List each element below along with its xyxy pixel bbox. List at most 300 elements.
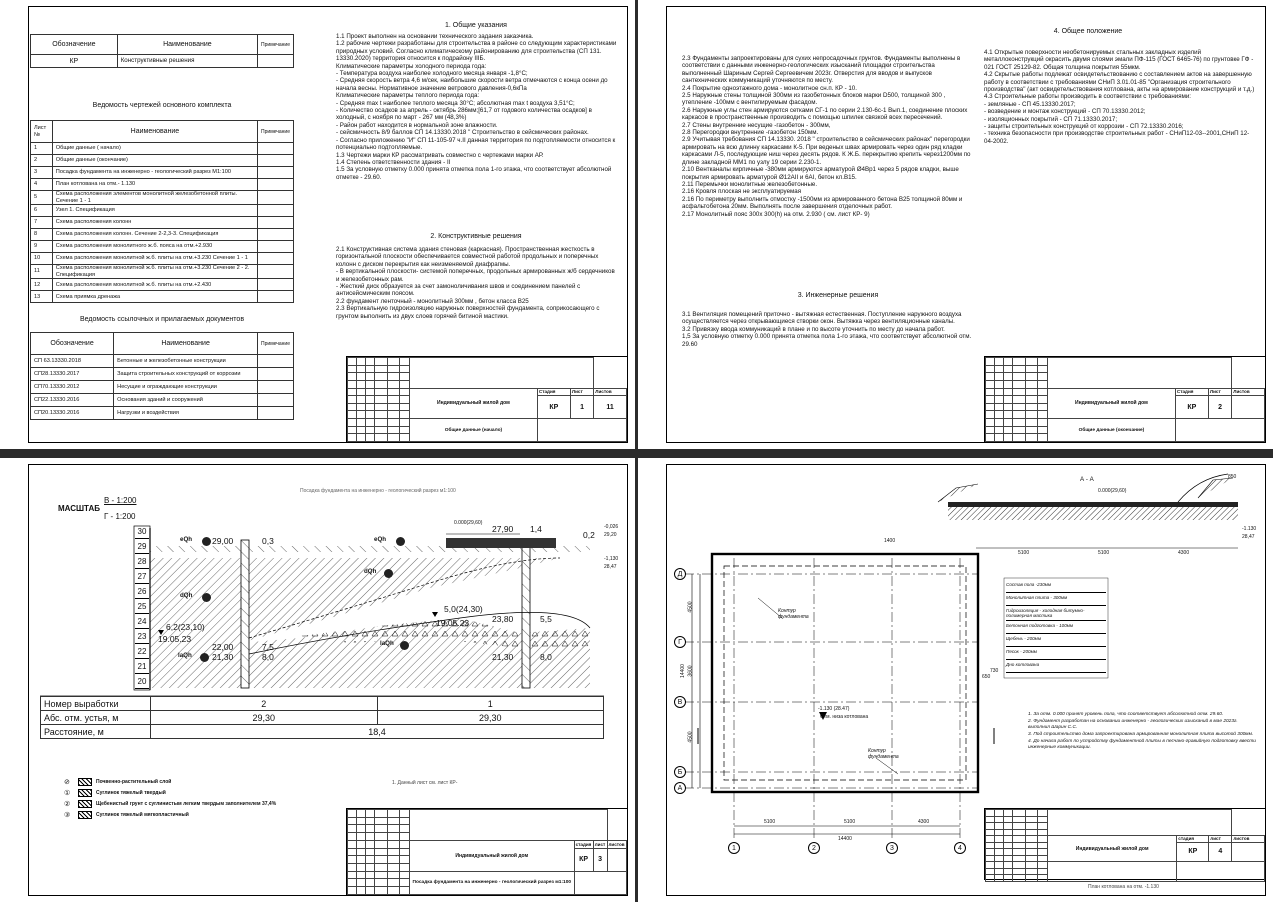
elev-label: 7,5 <box>262 642 274 652</box>
elevation-center: -1.130 (28.47) <box>818 706 850 712</box>
drawing-name: Схема расположения монолитной ж.б. плиты на отм.+2.430 <box>52 279 257 291</box>
layer-marker-icon <box>396 537 405 546</box>
axis-marker: А <box>674 782 686 794</box>
elev-label: 29,20 <box>604 532 617 538</box>
title-block-grid <box>347 357 627 442</box>
paragraph: 2.3 Вертикальную гидроизоляцию наружных поверхностей фундамента, соприкосающего с грунтом выполнить из двух слоев горячей битиной мастики. <box>336 305 600 320</box>
drawing-number: 3 <box>31 167 53 179</box>
drawing-note <box>258 205 294 217</box>
title-block-sheet-name: Общие данные (окончание) <box>1048 419 1176 442</box>
dim-bottom: 5100 <box>844 819 856 825</box>
general-title: 1. Общие указания <box>445 22 507 29</box>
dim-left-total: 14400 <box>679 664 686 678</box>
title-block-stage-header: Стадия <box>1175 388 1208 396</box>
layer-label: dQh <box>364 568 377 575</box>
small-dim: 1400 <box>884 538 896 544</box>
paragraph: 1.4 Степень ответственности здания - II <box>336 158 451 166</box>
drawing-number: 4 <box>31 179 53 191</box>
spec-header-name: Наименование <box>117 35 257 55</box>
paragraph: 1.1 Проект выполнен на основании технического задания заказчика. <box>336 33 534 40</box>
drawing-name: Схема приямка дренажа <box>52 291 257 303</box>
foundation-text <box>682 55 974 218</box>
elev-label: 19.05.23 <box>436 618 470 628</box>
paragraph: 3.2 Привязку ввода коммуникаций в плане и по высоте уточнить по месту до начала работ. <box>682 325 945 333</box>
paragraph: Климатические параметры холодного периода года: <box>336 62 487 70</box>
title-block-sheets-header: листов <box>1232 836 1265 843</box>
dim-top: 5100 <box>1098 550 1110 556</box>
drawing-note <box>258 179 294 191</box>
ruler-tick-label: 20 <box>135 674 149 689</box>
layer-marker-icon <box>400 641 409 650</box>
elev-label: 0,3 <box>262 536 274 546</box>
table-row <box>41 697 604 711</box>
table-row <box>31 355 294 368</box>
plan-note: 2. Фундамент разработан на основании инженерно - геологических изысканий в мае 2023г. выполнил Шарин С.С. <box>1028 719 1238 730</box>
paragraph: 2.6 Наружные углы стен армируются сетками СГ-1 по серии 2.130-6с-1 Вып.1, соединение плоских каркасов в пространственные производить с помощью шпилек связкой всех пересечений. <box>682 106 968 122</box>
ruler-tick-label: 25 <box>135 599 149 614</box>
drawing-name: Схема расположения монолитной ж.б. плиты на отм.+3.230 Сечение 1 - 1 <box>52 253 257 265</box>
ref-name: Защита строительных конструкций от коррозии <box>114 368 258 381</box>
paragraph: 2.1 Конструктивная система здания стеновая (каркасная). Пространственная жесткость в горизонтальной плоскости обеспечивается совместной работой продольных и поперечных колонн с диском перекрытия как неизменяемой диафрагмы. <box>336 246 599 268</box>
title-block <box>984 356 1266 443</box>
paragraph: - возведение и монтаж конструкций - СП 70.13330.2012; <box>984 108 1146 116</box>
layer-marker-icon <box>202 593 211 602</box>
paragraph: 2.9 Учитывая требования СП 14.13330. 2018 " строительство в сейсмических районах" перегородки армировать на всю длинну каркасами К-5. При веденых швах армировать через один ряд кладки каркасами Л-5, последующие ниш через десять рядов. К Ж.Б. перекрытию крепить через1200мм по длине закладной ММ1 по узлу 19 серии 2.230-1. <box>682 136 971 166</box>
axis-marker: 1 <box>728 842 740 854</box>
ref-name: Бетонные и железобетонные конструкции <box>114 355 258 368</box>
layer-item: Дно котлована <box>1006 660 1106 673</box>
elev-label: 23,80 <box>492 614 514 624</box>
table-row <box>31 279 294 291</box>
legend-text: Суглинок тяжелый мягкопластичный <box>96 811 189 818</box>
drawing-note <box>258 265 294 279</box>
ref-name: Нагрузки и воздействия <box>114 407 258 420</box>
drawing-number: 10 <box>31 253 53 265</box>
title-block-sheets <box>1232 396 1265 419</box>
ruler-tick-label: 30 <box>135 524 149 539</box>
layer-marker-icon <box>202 537 211 546</box>
table-row <box>31 407 294 420</box>
paragraph: 2.2 фундамент ленточный - монолитный 300мм , бетон класса В25 <box>336 297 529 305</box>
dim-left: 4500 <box>687 601 694 613</box>
paragraph: - Район работ находится в нормальной зоне влажности. <box>336 121 498 129</box>
paragraph: 2.17 Монолитный пояс 300x 300(h) на отм. 2.930 ( см. лист КР- 9) <box>682 210 870 218</box>
drawings-header-name: Наименование <box>52 121 257 143</box>
paragraph: - В вертикальной плоскости- системой поперечных, продольных армированных ж/б сердечников и железобетонных рам. <box>336 268 615 283</box>
legend-item <box>64 787 364 798</box>
title-block-sheet-name <box>1048 862 1177 882</box>
paragraph: - защиты строительных конструкций от коррозии - СП 72.13330.2016; <box>984 123 1184 131</box>
title-block-sheets-header: Листов <box>594 388 627 396</box>
ref-code: СП28.13330.2017 <box>31 368 114 381</box>
paragraph: - изоляционных покрытий - СП 71.13330.2017; <box>984 115 1118 123</box>
paragraph: 2.5 Наружные стены толщиной 300мм из газобетонных блоков марки D500, толщиной 300 , утепление -100мм с вентилируемым фасадом. <box>682 92 946 107</box>
paragraph: 2.11 Перемычки монолитные железобетонные. <box>682 180 818 188</box>
elev-label: 21,30 <box>212 652 234 662</box>
drawing-name: Схема расположения монолитной ж.б. плиты на отм.+3.230 Сечение 2 - 2. Спецификация <box>52 265 257 279</box>
axis-marker: Г <box>674 636 686 648</box>
spec-header-note: Примечание <box>258 35 294 55</box>
ref-code: СП70.13330.2012 <box>31 381 114 394</box>
drawing-name: Общие данные (окончание) <box>52 155 257 167</box>
bore-label: Расстояние, м <box>41 725 151 739</box>
table-row <box>41 725 604 739</box>
layer-item: Состав пола -230мм <box>1006 580 1106 593</box>
elev-label: 0,2 <box>583 530 595 540</box>
paragraph: - Жесткий диск образуется за счет замоноличивания швов и соединением панелей с антисейсмическим поясом. <box>336 283 581 298</box>
elev-label: 21,30 <box>492 652 514 662</box>
table-row <box>31 143 294 155</box>
legend-number: ③ <box>64 811 71 819</box>
legend-swatch-icon <box>78 778 92 786</box>
paragraph: 1.3 Чертежи марки КР рассматривать совместно с чертежами марки АР. <box>336 151 544 159</box>
layer-marker-icon <box>384 569 393 578</box>
drawing-name: Схема расположения колонн <box>52 217 257 229</box>
contour-label: Контур фундамента <box>868 748 899 760</box>
paragraph: 2.7 Стены внутренние несущие -газобетон - 300мм, <box>682 121 831 129</box>
plan-notes <box>1028 712 1256 752</box>
scale-label: МАСШТАБ <box>58 504 100 513</box>
engineering-title: 3. Инженерные решения <box>797 292 879 299</box>
plan-note: 4. До начала работ по устройству фундаментной плиты в песчано-гравийную подготовку ввести инженерные коммуникации. <box>1028 739 1256 750</box>
soil-legend <box>64 776 364 820</box>
ruler-tick-label: 28 <box>135 554 149 569</box>
paragraph: 2.10 Вентканалы кирпичные -380мм армируются арматурой Ø4Вр1 через 5 рядов кладки, выше покрытия армировать арматурой Ø12АII и 6АI, бетон кл.В15. <box>682 166 959 181</box>
drawings-header-n: Лист № <box>31 121 53 143</box>
dim-top: 5100 <box>1018 550 1030 556</box>
ref-note <box>258 368 294 381</box>
layer-label: eQh <box>374 536 387 543</box>
elev-label: 5,5 <box>540 614 552 624</box>
ref-code: СП22.13330.2016 <box>31 394 114 407</box>
paragraph: 3.1 Вентиляция помещений приточно - вытяжная естественная. Поступление наружного воздуха осуществляется через открывающиеся створки окон. Вытяжка через вентиляционные каналы. <box>682 311 962 326</box>
bore-label: Номер выработки <box>41 697 151 711</box>
spec-code: КР <box>31 55 118 68</box>
title-block-grid <box>985 357 1265 442</box>
bore-value: 18,4 <box>151 725 604 739</box>
elev-label: 19.05.23 <box>158 634 192 644</box>
paragraph: - Средняя max t наиболее теплого месяца 30°С; абсолютная max t воздуха 3,51°С; <box>336 99 575 107</box>
paragraph: 1,5 За условную отметку 0.000 принята отметка пола 1-го этажа, что соответствует абсолютной отм. 29.60 <box>682 333 972 348</box>
refs-header-code: Обозначение <box>31 333 114 355</box>
table-row <box>31 368 294 381</box>
paragraph: 2.3 Фундаменты запроектированы для сухих непросадочных грунтов. Фундаменты выполнены в соответствии с данными инженерно-геологических изысканий площадки строительства выполненный Шариным Сергей Сергеевичем 2023г. Отверстия для вводов и выпусков сантехнических коммуникаций уточняются по месту. <box>682 55 961 85</box>
drawing-number: 11 <box>31 265 53 279</box>
layer-label: laQh <box>380 640 394 647</box>
title-block-sheet: 3 <box>593 848 607 871</box>
layer-item: Гидроизоляция - холодная битумно-полимерная мастика <box>1006 606 1106 621</box>
spec-name: Конструктивные решения <box>117 55 257 68</box>
legend-item <box>64 776 364 787</box>
refs-title: Ведомость ссылочных и прилагаемых документов <box>79 316 245 323</box>
title-block-sheets-header: листов <box>608 841 625 847</box>
paragraph: - Температура воздуха наиболее холодного месяца января -1,8°С; <box>336 70 528 78</box>
dim-bottom: 5100 <box>764 819 776 825</box>
legend-swatch-icon <box>78 811 92 819</box>
contour-label: Контур фундамента <box>778 608 809 620</box>
sheet-general-data-end <box>638 0 1273 449</box>
general-provisions-text <box>984 49 1256 145</box>
layers-legend <box>1006 580 1106 673</box>
axis-marker: В <box>674 696 686 708</box>
drawings-header-note: Примечание <box>258 121 294 143</box>
plan-note: 1. За отм. 0.000 принят уровень пола, что соответствует абсолютной отм. 29.60. <box>1028 712 1224 717</box>
title-block-sheets: 11 <box>594 396 627 419</box>
refs-table <box>30 332 294 420</box>
elev-label: 29,00 <box>212 536 234 546</box>
title-block <box>346 808 628 896</box>
title-block-sheet-header: лист <box>1209 836 1232 843</box>
section4-title: 4. Общее положение <box>1053 28 1123 35</box>
axis-marker: 3 <box>886 842 898 854</box>
layer-item: Песок - 200мм <box>1006 647 1106 660</box>
sheet-geological-section <box>0 458 635 902</box>
title-block-project: Индивидуальный жилой дом <box>1048 836 1177 862</box>
borehole-table <box>40 696 604 739</box>
bore-value: 29,30 <box>377 711 604 725</box>
small-dim: 730 <box>990 668 999 674</box>
ref-name: Несущие и ограждающие конструкции <box>114 381 258 394</box>
paragraph: 1.2 рабочие чертежи разработаны для строительства в районе со следующим характеристиками природных условий. Согласно климатическому районированию для строительства (СП 131. 13330.2020) территория относится к подрайону IIIБ. <box>336 40 617 63</box>
legend-number: ⊘ <box>64 778 70 786</box>
elev-label: -1,130 <box>604 556 619 562</box>
title-block-grid <box>985 809 1265 882</box>
paragraph: - Средняя скорость ветра 4,6 м/сек, наибольшие скорости ветра отмечаются с конца осени до начала весны. Нормативное значение ветрового давления-0,6кПа <box>336 77 608 92</box>
engineering-text <box>682 311 974 348</box>
ruler-tick-label: 26 <box>135 584 149 599</box>
title-block-grid <box>347 809 627 895</box>
structural-title: 2. Конструктивные решения <box>430 233 522 240</box>
drawing-note <box>258 253 294 265</box>
drawing-name: Узел 1. Спецификация <box>52 205 257 217</box>
elev-label: 5,0(24,30) <box>444 604 483 614</box>
title-block-sheet: 4 <box>1209 842 1232 862</box>
drawing-note <box>258 217 294 229</box>
plan-caption: План котлована на отм. -1.130 <box>1088 884 1159 890</box>
ref-name: Основания зданий и сооружений <box>114 394 258 407</box>
table-row <box>31 394 294 407</box>
title-block-sheet: 1 <box>570 396 593 419</box>
bore-value: 1 <box>377 697 604 711</box>
drawing-note <box>258 291 294 303</box>
ref-note <box>258 394 294 407</box>
elevation-right-abs: 28,47 <box>1242 534 1255 540</box>
title-block-sheet-name: Посадка фундамента на инженерно - геологический разрез м1:100 <box>410 871 575 894</box>
table-row <box>31 167 294 179</box>
drawing-note <box>258 229 294 241</box>
drawing-number: 12 <box>31 279 53 291</box>
layer-label: eQh <box>180 536 193 543</box>
paragraph: 1.5 За условную отметку 0.000 принята отметка пола 1-го этажа, что соответствует абсолютной отметке - 29.60. <box>336 166 612 181</box>
drawing-number: 13 <box>31 291 53 303</box>
paragraph: 2.4 Покрытие одноэтажного дома - монолитное сн.п. КР - 10. <box>682 84 857 92</box>
ref-note <box>258 355 294 368</box>
drawing-name: Схема расположения элементов монолитной железобетонной плиты. Сечение 1 - 1 <box>52 191 257 205</box>
sheet-note: 1. Данный лист см. лист КР- <box>392 780 458 786</box>
legend-number: ② <box>64 800 71 808</box>
drawings-table <box>30 120 294 303</box>
title-block-stage: КР <box>1177 842 1209 862</box>
paragraph: 4.3 Строительные работы производить в соответствии с требованиями: <box>984 93 1192 101</box>
drawing-note <box>258 143 294 155</box>
bore-value: 2 <box>151 697 378 711</box>
drawing-number: 9 <box>31 241 53 253</box>
elev-label: 1,4 <box>530 524 542 534</box>
small-dim: 850 <box>1228 474 1237 480</box>
drawing-name: Посадка фундамента на инженерно - геологический разрез М1:100 <box>52 167 257 179</box>
elev-label: -0,026 <box>604 524 619 530</box>
axis-marker: Б <box>674 766 686 778</box>
axis-marker: Д <box>674 568 686 580</box>
dim-top: 4300 <box>1178 550 1190 556</box>
drawing-name: План котлована на отм.- 1.130 <box>52 179 257 191</box>
table-row <box>31 205 294 217</box>
sheet-excavation-plan <box>638 458 1273 902</box>
layer-item: Щебень - 200мм <box>1006 634 1106 647</box>
drawing-note <box>258 167 294 179</box>
title-block-sheets-header: Листов <box>1232 388 1265 396</box>
ruler-tick-label: 22 <box>135 644 149 659</box>
legend-text: Почвенно-растительный слой <box>96 778 172 785</box>
elev-label: 0.000(29,60) <box>454 520 483 526</box>
dim-left: 4500 <box>687 731 694 743</box>
drawing-number: 6 <box>31 205 53 217</box>
refs-header-note: Примечание <box>258 333 294 355</box>
drawing-number: 7 <box>31 217 53 229</box>
paragraph: 4.2 Скрытые работы подлежат освидетельствованию с составлением актов на завершенную работу в соответствии с требованиями СНиП 3.01.01-85 "Организация строительного производства" (акт освидетельствования котлована, акты на армирование конструкций и т.д.) <box>984 71 1255 94</box>
paragraph: - земляные - СП 45.13330.2017; <box>984 100 1076 108</box>
drawing-note <box>258 241 294 253</box>
paragraph: - Количество осадков за апрель - октябрь 286мм;[61,7 от годового количества осадков] в холодный, с ноября по март - 267 мм (48,3%) <box>336 107 592 122</box>
dim-bottom: 4300 <box>918 819 930 825</box>
title-block-stage-header: Стадия <box>537 388 570 396</box>
paragraph: - Согласно приложению "И" СП 11-105-97 ч.II данная территория по подтопляемости относится к потенциально подтопляемые. <box>336 136 616 152</box>
axis-marker: 2 <box>808 842 820 854</box>
spec-table <box>30 34 294 68</box>
scale-vertical: В - 1:200 <box>104 496 137 505</box>
drawing-number: 5 <box>31 191 53 205</box>
layer-marker-icon <box>200 653 209 662</box>
paragraph: 2.16 Кровля плоская не эксплуатируемая <box>682 188 802 196</box>
layer-label: dQh <box>180 592 193 599</box>
ruler-tick-label: 29 <box>135 539 149 554</box>
drawings-title: Ведомость чертежей основного комплекта <box>92 102 232 109</box>
elev-label: 27,90 <box>492 524 514 534</box>
title-block-stage-header: стадия <box>575 841 592 847</box>
layer-item: Бетонная подготовка - 100мм <box>1006 621 1106 634</box>
legend-item <box>64 798 364 809</box>
drawing-number: 1 <box>31 143 53 155</box>
table-row <box>31 217 294 229</box>
elev-label: 28,47 <box>604 564 617 570</box>
paragraph: 2.8 Перегородки внутренние -газобетон 150мм. <box>682 129 819 137</box>
title-block <box>346 356 628 443</box>
elev-label: 6,2(23,10) <box>166 622 205 632</box>
title-block-stage-header: стадия <box>1177 836 1209 843</box>
title-block-sheet: 2 <box>1208 396 1231 419</box>
table-row <box>41 711 604 725</box>
ref-code: СП 63.13330.2018 <box>31 355 114 368</box>
dim-total: 14400 <box>838 836 852 842</box>
title-block-sheet-header: Лист <box>1208 388 1231 396</box>
ruler-tick-label: 24 <box>135 614 149 629</box>
paragraph: - сейсмичность 8/9 баллов СП 14.13330.2018 " Строительство в сейсмических районах. <box>336 129 589 137</box>
elev-label: 8,0 <box>540 652 552 662</box>
bore-label: Абс. отм. устья, м <box>41 711 151 725</box>
refs-header-name: Наименование <box>114 333 258 355</box>
ref-code: СП20.13330.2016 <box>31 407 114 420</box>
legend-text: Щебенистый грунт с суглинистым легким твердым заполнителем 37,4% <box>96 800 277 807</box>
table-row <box>31 229 294 241</box>
ref-note <box>258 407 294 420</box>
drawing-note <box>258 279 294 291</box>
paragraph: 4.1 Открытые поверхности необетонируемых стальных закладных изделий металлоконструкций окрасить двумя слоями эмали ПФ-115 (ГОСТ 6465-76) по грунтовке ГФ - 021 ГОСТ 25129-82. Общая толщина покрытия 55мкм. <box>984 49 1254 71</box>
sheet-general-data-start <box>0 0 635 449</box>
table-row <box>31 253 294 265</box>
ruler-tick-label: 21 <box>135 659 149 674</box>
small-dim: 650 <box>982 674 991 680</box>
title-block-stage: КР <box>1175 396 1208 419</box>
table-row <box>31 291 294 303</box>
dim-left: 3600 <box>687 665 694 677</box>
title-block-stage: КР <box>574 848 593 871</box>
elevation-center-note: Отм. низа котлована <box>820 714 869 720</box>
scale-horizontal: Г - 1:200 <box>104 512 136 521</box>
title-block-project: Индивидуальный жилой дом <box>1048 388 1176 419</box>
title-block <box>984 808 1266 880</box>
elev-label: 22,00 <box>212 642 234 652</box>
drawing-name: Схема расположения монолитного ж.б. пояса на отм.+2.930 <box>52 241 257 253</box>
drawing-name: Схема расположения колонн. Сечение 2-2,3-3. Спецификация <box>52 229 257 241</box>
ruler-tick-label: 27 <box>135 569 149 584</box>
paragraph: Климатические параметры теплого периода года: <box>336 92 480 100</box>
legend-swatch-icon <box>78 800 92 808</box>
general-text <box>336 33 618 181</box>
title-block-sheet-name: Общие данные (начало) <box>410 419 538 442</box>
section-caption: Посадка фундамента на инженерно - геологический разрез м1:100 <box>300 488 456 494</box>
elevation-top: 0.000(29,60) <box>1098 488 1127 494</box>
table-row <box>31 265 294 279</box>
section-label: А - А <box>1080 476 1094 483</box>
table-row <box>31 241 294 253</box>
legend-item <box>64 809 364 820</box>
ref-note <box>258 381 294 394</box>
drawing-note <box>258 155 294 167</box>
layer-item: Монолитная плита - 300мм <box>1006 593 1106 606</box>
table-row <box>31 191 294 205</box>
elev-label: 8,0 <box>262 652 274 662</box>
bore-value: 29,30 <box>151 711 378 725</box>
title-block-project: Индивидуальный жилой дом <box>410 388 538 419</box>
legend-text: Суглинок тяжелый твердый <box>96 789 166 796</box>
legend-swatch-icon <box>78 789 92 797</box>
paragraph: 2.16 По периметру выполнить отмостку -1500мм из армированного бетона В25 толщиной 80мм и асфальтобетона 20мм. Выполнять после завершения отделочных работ. <box>682 195 963 211</box>
title-block-stage: КР <box>537 396 570 419</box>
paragraph: - техника безопасности при производстве строительных работ - СНиП12-03--2001,СНиП 12-04-2002. <box>984 130 1250 145</box>
layer-label: laQh <box>178 652 192 659</box>
table-row <box>31 381 294 394</box>
title-block-project: Индивидуальный жилой дом <box>410 840 575 871</box>
title-block-sheets <box>607 848 627 871</box>
axis-marker: 4 <box>954 842 966 854</box>
plan-note: 3. Под строительство дома запроектирована армированная монолитная плита высотой 300мм. <box>1028 732 1254 737</box>
title-block-sheet-header: лист <box>594 841 606 847</box>
drawing-note <box>258 191 294 205</box>
drawing-number: 2 <box>31 155 53 167</box>
legend-number: ① <box>64 789 71 797</box>
drawing-name: Общие данные ( начало) <box>52 143 257 155</box>
elevation-right: -1.130 <box>1242 526 1257 532</box>
